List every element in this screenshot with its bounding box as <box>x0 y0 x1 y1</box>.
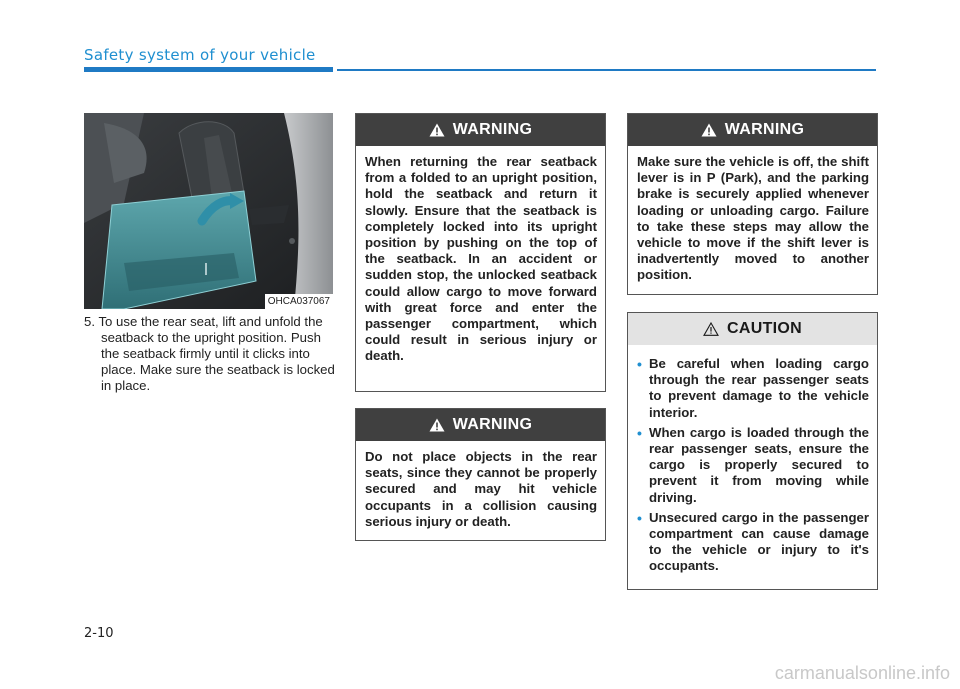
figure-code: OHCA037067 <box>265 294 333 309</box>
section-title: Safety system of your vehicle <box>84 46 316 64</box>
warning-title: WARNING <box>452 121 533 138</box>
warning-header <box>628 114 877 146</box>
warning-header <box>356 114 605 146</box>
warning-box-vehicle-off <box>627 113 878 295</box>
warning-text: When returning the rear seatback from a folded to an upright position, hold the seatback and return it slowly. Ensure that the seatback is completely locked into its upright position by pushing on the top of the seatback. In an accident or sudden stop, the unlocked seatback could allow cargo to move forward with great force and enter the passenger compartment, which could result in serious injury or death. <box>365 154 597 364</box>
instruction-step <box>84 314 336 394</box>
step-text: To use the rear seat, lift and unfold the seatback to the upright position. Push the seatback firmly until it clicks into place. Make sure the seatback is locked in place. <box>98 314 335 393</box>
caution-box <box>627 312 878 590</box>
caution-list <box>637 354 869 575</box>
header-rule-thick <box>84 67 333 72</box>
step-number: 5. <box>84 314 95 329</box>
caution-body <box>628 345 877 589</box>
page-number: 2-10 <box>84 626 114 641</box>
seat-illustration <box>84 113 333 309</box>
caution-item: • Unsecured cargo in the passenger compartment can cause damage to the vehicle or injury to it's occupants. <box>637 510 869 575</box>
caution-header <box>628 313 877 345</box>
warning-triangle-icon <box>429 123 445 137</box>
warning-triangle-icon <box>701 123 717 137</box>
caution-triangle-icon <box>703 322 719 336</box>
header-rule-thin <box>337 69 876 71</box>
warning-text: Do not place objects in the rear seats, since they cannot be properly secured and may hit vehicle occupants in a collision causing serious injury or death. <box>365 449 597 529</box>
warning-box-rear-seats <box>355 408 606 541</box>
caution-item: • Be careful when loading cargo through the rear passenger seats to prevent damage to the vehicle interior. <box>637 356 869 421</box>
warning-box-seatback <box>355 113 606 392</box>
warning-title: WARNING <box>452 416 533 433</box>
caution-item: • When cargo is loaded through the rear passenger seats, ensure the cargo is properly secured to prevent it from moving while driving. <box>637 425 869 506</box>
warning-text: Make sure the vehicle is off, the shift lever is in P (Park), and the parking brake is securely applied whenever loading or unloading cargo. Failure to take these steps may allow the vehicle to move if the shift lever is inadvertently moved to another position. <box>637 154 869 283</box>
watermark: carmanualsonline.info <box>774 663 950 683</box>
caution-title: CAUTION <box>727 320 802 337</box>
seat-photo <box>84 113 333 309</box>
warning-triangle-icon <box>429 418 445 432</box>
warning-title: WARNING <box>724 121 805 138</box>
warning-header <box>356 409 605 441</box>
